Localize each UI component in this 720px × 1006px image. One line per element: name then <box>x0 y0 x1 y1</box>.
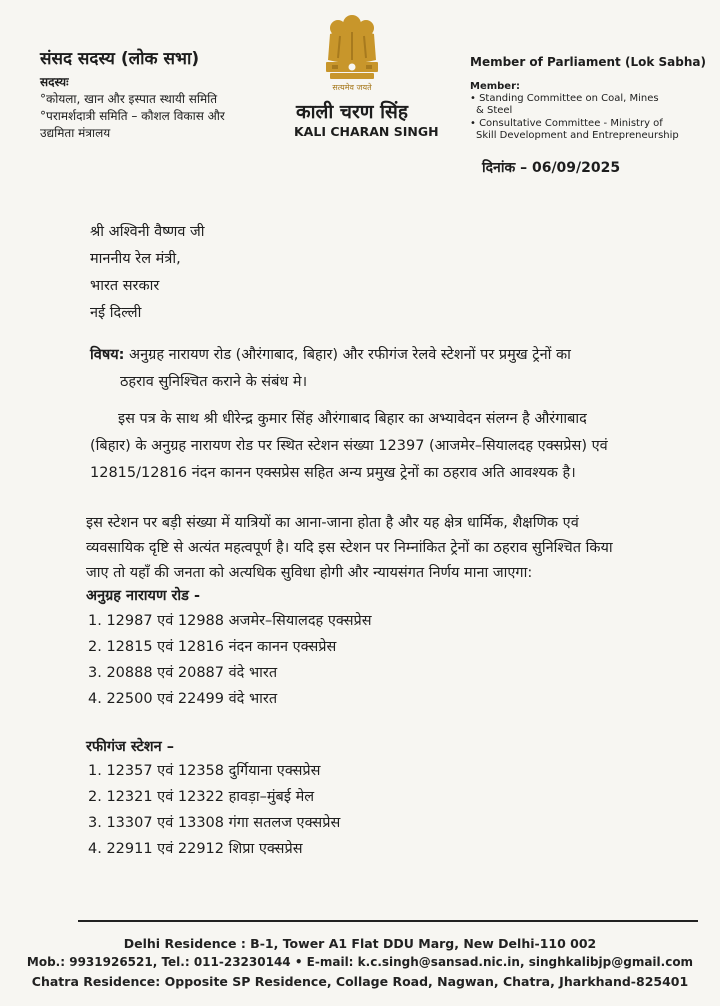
footer-line-2: Mob.: 9931926521, Tel.: 011-23230144 • E-mail: k.c.singh@sansad.nic.in, singhkalibjp@gmail.com <box>26 955 694 969</box>
header-left-committee-1: °कोयला, खान और इस्पात स्थायी समिति <box>40 92 218 106</box>
header-right-title: Member of Parliament (Lok Sabha) <box>470 55 706 69</box>
section-1-item-2: 2. 12815 एवं 12816 नंदन कानन एक्सप्रेस <box>88 639 337 655</box>
name-hindi: काली चरण सिंह <box>296 101 408 123</box>
header-right-committee-2: & Steel <box>476 105 513 116</box>
header-right-member-label: Member: <box>470 81 521 92</box>
header-left-committee-3: उद्यमिता मंत्रालय <box>40 126 111 140</box>
header-left-committee-2: °परामर्शदात्री समिति – कौशल विकास और <box>40 109 225 123</box>
letter-date: दिनांक – 06/09/2025 <box>482 160 621 176</box>
paragraph-2-line-2: व्यवसायिक दृष्टि से अत्यंत महत्वपूर्ण है। यदि इस स्टेशन पर निम्नांकित ट्रेनों का ठहराव सुनिश्चित किया <box>86 540 613 556</box>
header-right-committee-4: Skill Development and Entrepreneurship <box>476 130 679 141</box>
header-right-committee-3: • Consultative Committee - Ministry of <box>470 118 663 129</box>
recipient-line-3: भारत सरकार <box>90 278 160 294</box>
section-2-item-2: 2. 12321 एवं 12322 हावड़ा–मुंबई मेल <box>88 789 315 805</box>
section-2-item-3: 3. 13307 एवं 13308 गंगा सतलज एक्सप्रेस <box>88 815 341 831</box>
subject-line-1 <box>90 342 571 369</box>
section-2-heading: रफीगंज स्टेशन – <box>86 739 174 755</box>
section-1-item-4: 4. 22500 एवं 22499 वंदे भारत <box>88 691 278 707</box>
footer-line-3: Chatra Residence: Opposite SP Residence, Collage Road, Nagwan, Chatra, Jharkhand-825401 <box>31 974 689 989</box>
paragraph-1-line-2: (बिहार) के अनुग्रह नारायण रोड पर स्थित स्टेशन संख्या 12397 (आजमेर–सियालदह एक्सप्रेस) एवं <box>90 438 608 454</box>
name-english: KALI CHARAN SINGH <box>294 124 439 139</box>
subject-label: विषय: <box>90 347 125 363</box>
section-1-heading: अनुग्रह नारायण रोड - <box>86 588 200 604</box>
header-left-member-label: सदस्यः <box>40 75 69 89</box>
paragraph-1-line-3: 12815/12816 नंदन कानन एक्सप्रेस सहित अन्य प्रमुख ट्रेनों का ठहराव अति आवश्यक है। <box>90 465 576 481</box>
header-right-committee-1: • Standing Committee on Coal, Mines <box>470 93 659 104</box>
footer-divider <box>78 920 698 922</box>
paragraph-2-line-3: जाए तो यहाँ की जनता को अत्यधिक सुविधा होगी और न्यायसंगत निर्णय माना जाएगा: <box>86 565 533 581</box>
header-left-title: संसद सदस्य (लोक सभा) <box>40 49 200 69</box>
footer-line-1: Delhi Residence : B-1, Tower A1 Flat DDU Marg, New Delhi-110 002 <box>123 936 597 951</box>
subject-text-1: अनुग्रह नारायण रोड (औरंगाबाद, बिहार) और रफीगंज रेलवे स्टेशनों पर प्रमुख ट्रेनों का <box>129 347 571 363</box>
paragraph-1-line-1: इस पत्र के साथ श्री धीरेन्द्र कुमार सिंह औरंगाबाद बिहार का अभ्यावेदन संलग्न है औरंगाबाद <box>118 411 587 427</box>
subject-line-2: ठहराव सुनिश्चित कराने के संबंध मे। <box>120 374 308 390</box>
section-2-item-1: 1. 12357 एवं 12358 दुर्गियाना एक्सप्रेस <box>88 763 321 779</box>
recipient-line-2: माननीय रेल मंत्री, <box>90 251 181 267</box>
paragraph-2-line-1: इस स्टेशन पर बड़ी संख्या में यात्रियों का आना-जाना होता है और यह क्षेत्र धार्मिक, शैक्षणिक एवं <box>86 515 579 531</box>
section-1-item-1: 1. 12987 एवं 12988 अजमेर–सियालदह एक्सप्रेस <box>88 613 372 629</box>
emblem-motto: सत्यमेव जयते <box>332 83 372 92</box>
section-1-item-3: 3. 20888 एवं 20887 वंदे भारत <box>88 665 278 681</box>
recipient-line-4: नई दिल्ली <box>90 305 142 321</box>
recipient-line-1: श्री अश्विनी वैष्णव जी <box>90 224 205 240</box>
section-2-item-4: 4. 22911 एवं 22912 शिप्रा एक्सप्रेस <box>88 841 303 857</box>
